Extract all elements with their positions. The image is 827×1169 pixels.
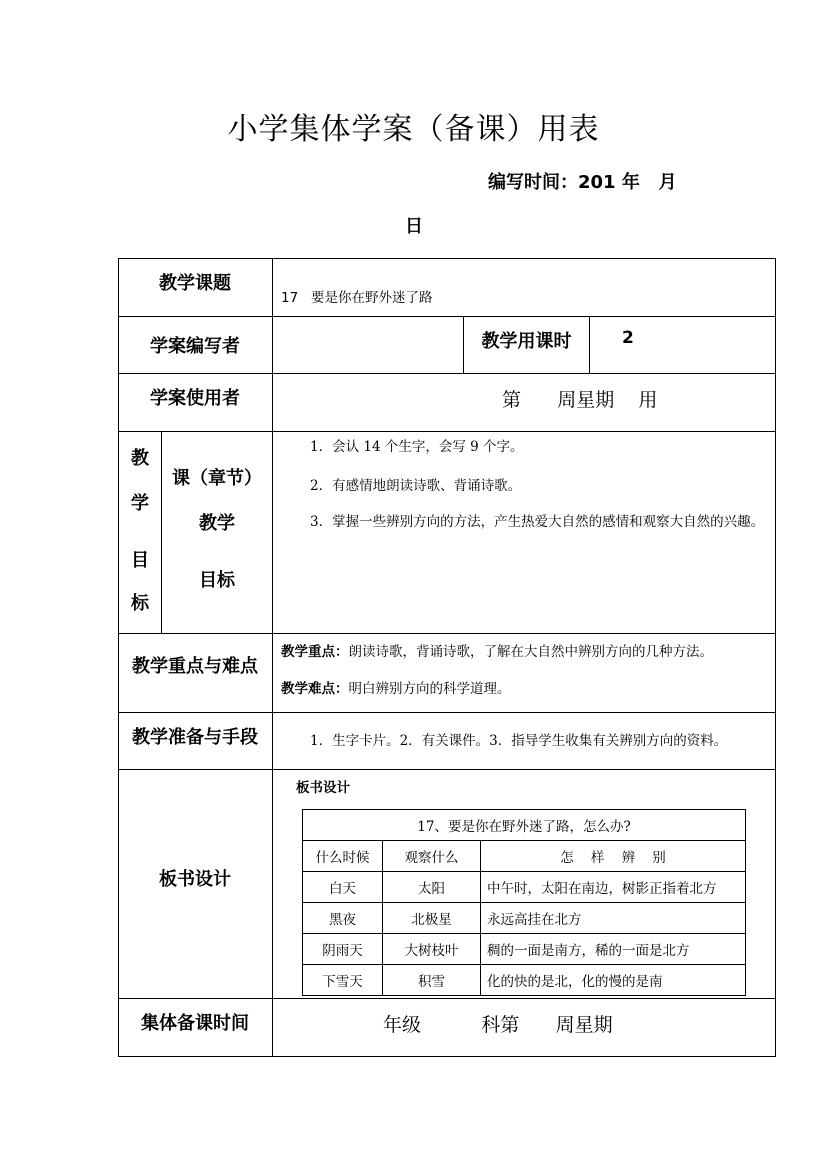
table-cell: 积雪 [383,965,481,996]
table-row [303,810,746,841]
topic-value: 17 要是你在野外迷了路 [281,290,433,306]
goals-side-char: 标 [131,593,149,614]
table-cell: 阴雨天 [303,934,383,965]
keypoint-text: 朗读诗歌，背诵诗歌，了解在大自然中辨别方向的几种方法。 [348,644,713,660]
topic-label: 教学课题 [159,273,231,294]
board-heading: 板书设计 [296,780,350,796]
table-row [303,965,746,996]
periods-value: 2 [622,328,634,348]
date-line-day: 日 [405,216,423,237]
difficulty-label: 教学难点： [281,681,349,697]
table-row [303,872,746,903]
table-cell: 北极星 [383,903,481,934]
table-row [303,903,746,934]
goals-label-line3: 目标 [199,570,235,591]
collective-value: 年级 科第 周星期 [383,1014,613,1036]
goals-side-char: 目 [131,550,149,571]
table-cell: 中午时，太阳在南边，树影正指着北方 [481,872,746,903]
goal-item: 1．会认 14 个生字，会写 9 个字。 [310,439,524,455]
table-cell: 白天 [303,872,383,903]
goal-item: 2．有感情地朗读诗歌、背诵诗歌。 [310,478,522,494]
difficulty-text: 明白辨别方向的科学道理。 [348,681,511,697]
goals-label-line2: 教学 [199,513,235,534]
prep-text: 1．生字卡片。2．有关课件。3．指导学生收集有关辨别方向的资料。 [310,733,728,749]
collective-label: 集体备课时间 [141,1013,249,1034]
table-row [303,841,746,872]
user-label: 学案使用者 [150,388,240,409]
table-cell: 下雪天 [303,965,383,996]
goal-item: 3．掌握一些辨别方向的方法，产生热爱大自然的感情和观察大自然的兴趣。 [310,514,765,530]
table-header: 什么时候 [303,841,383,872]
keypoint-label: 教学重点： [281,644,349,660]
table-cell: 稠的一面是南方，稀的一面是北方 [481,934,746,965]
goals-label-line1: 课（章节） [172,468,262,489]
goals-side-char: 教 [131,448,149,469]
periods-label: 教学用课时 [481,331,572,352]
keypoint-row [281,640,713,660]
table-header: 怎 样 辨 别 [481,841,746,872]
table-cell: 大树枝叶 [383,934,481,965]
table-header: 观察什么 [383,841,481,872]
table-cell: 永远高挂在北方 [481,903,746,934]
prep-label: 教学准备与手段 [132,727,258,748]
date-line: 编写时间：201 年 月 [488,172,677,193]
goals-side-char: 学 [131,493,149,514]
table-cell: 黑夜 [303,903,383,934]
table-cell: 太阳 [383,872,481,903]
board-table [302,809,746,996]
difficulty-row [281,677,511,697]
board-label: 板书设计 [159,869,231,890]
user-value: 第 周星期 用 [502,389,658,411]
page-title: 小学集体学案（备课）用表 [227,112,600,147]
table-cell: 化的快的是北，化的慢的是南 [481,965,746,996]
table-row [303,934,746,965]
board-table-title: 17、要是你在野外迷了路，怎么办? [303,810,746,841]
keypoints-label: 教学重点与难点 [132,656,258,677]
writer-label: 学案编写者 [150,336,240,357]
